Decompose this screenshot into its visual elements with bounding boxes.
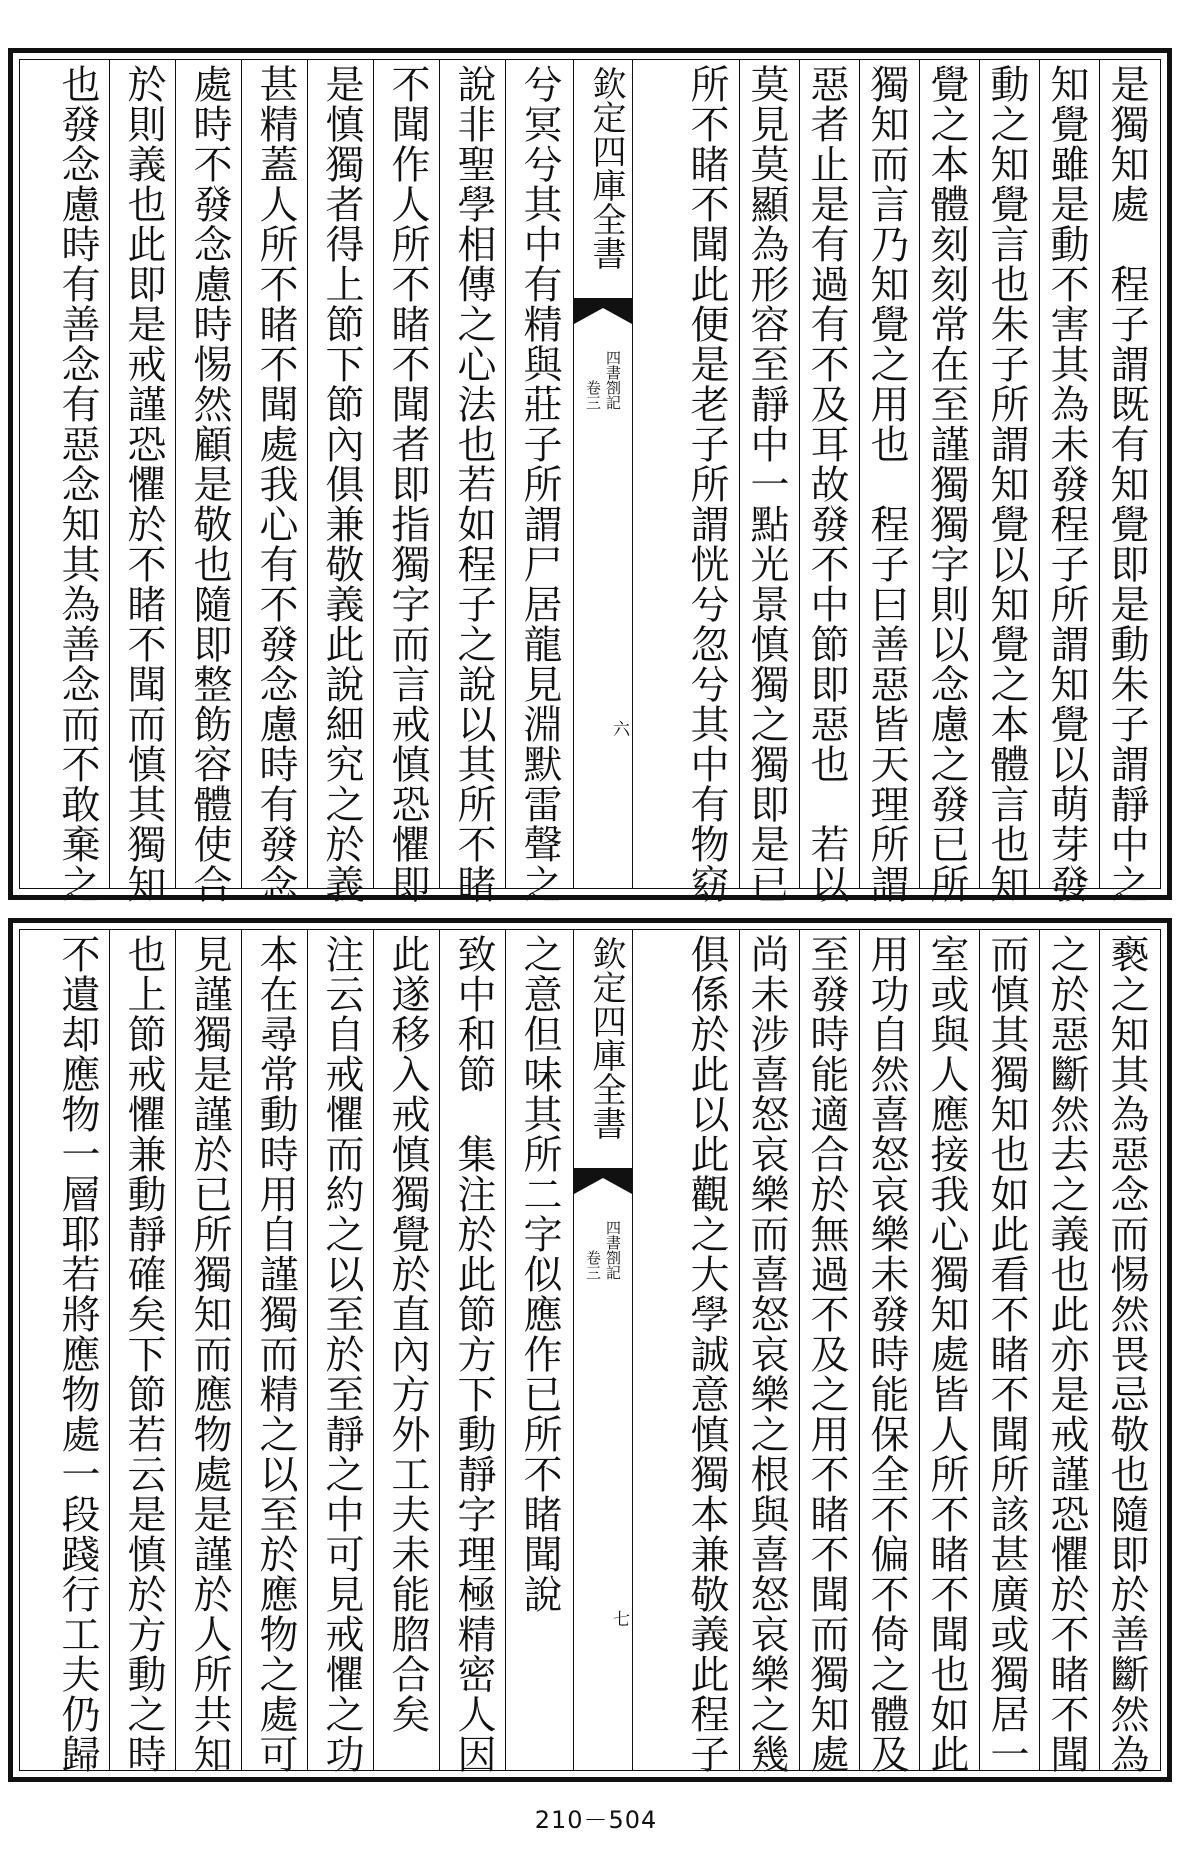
column-rule: [1039, 60, 1040, 888]
fishtail-mark: [574, 298, 632, 324]
book-title: 四書劄記: [604, 350, 622, 410]
page-number: 六: [609, 720, 629, 737]
center-fold: [573, 930, 633, 1770]
text-column: 是慎獨者得上節下節內俱兼敬義此說細究之於義: [319, 64, 364, 904]
page-frame: [19, 59, 1161, 904]
library-title: 欽定四庫全書: [586, 66, 626, 270]
column-rule: [859, 60, 860, 888]
text-column: 室或與人應接我心獨知處皆人所不睹不聞也如此: [924, 934, 969, 1774]
column-rule: [241, 60, 242, 888]
column-rule: [109, 930, 110, 1770]
column-rule: [439, 930, 440, 1770]
column-rule: [505, 930, 506, 1770]
column-rule: [307, 60, 308, 888]
text-column: 注云自戒懼而約之以至於至靜之中可見戒懼之功: [319, 934, 364, 1774]
text-column: 之於惡斷然去之義也此亦是戒謹恐懼於不睹不聞: [1044, 934, 1089, 1774]
text-column: 而慎其獨知也如此看不睹不聞所該甚廣或獨居一: [984, 934, 1029, 1774]
page-number: 七: [609, 1610, 629, 1627]
column-rule: [739, 930, 740, 1770]
library-title: 欽定四庫全書: [586, 936, 626, 1140]
text-column: 此遂移入戒慎獨覺於直內方外工夫未能脗合矣: [385, 934, 430, 1734]
column-rule: [175, 930, 176, 1770]
column-rule: [1039, 930, 1040, 1770]
text-column: 之意但味其所二字似應作已所不睹聞說: [517, 934, 562, 1614]
text-column: 說非聖學相傳之心法也若如程子之說以其所不睹: [451, 64, 496, 904]
page-bottom: [8, 918, 1172, 1782]
text-column: 覺之本體刻刻常在至謹獨獨字則以念慮之發已所: [924, 64, 969, 904]
column-rule: [919, 930, 920, 1770]
text-column: 不聞作人所不睹不聞者即指獨字而言戒慎恐懼即: [385, 64, 430, 904]
text-column: 褻之知其為惡念而惕然畏忌敬也隨即於善斷然為: [1104, 934, 1149, 1774]
text-column: 俱係於此以此觀之大學誠意慎獨本兼敬義此程子: [684, 934, 729, 1774]
text-column: 兮冥兮其中有精與莊子所謂尸居龍見淵默雷聲之: [517, 64, 562, 904]
text-column: 甚精蓋人所不睹不聞處我心有不發念慮時有發念: [253, 64, 298, 904]
text-column: 尚未涉喜怒哀樂而喜怒哀樂之根與喜怒哀樂之幾: [744, 934, 789, 1774]
column-rule: [373, 930, 374, 1770]
column-rule: [739, 60, 740, 888]
text-column: 也發念慮時有善念有惡念知其為善念而不敢棄之: [55, 64, 100, 904]
column-rule: [373, 60, 374, 888]
book-title: 四書劄記: [604, 1220, 622, 1280]
fishtail-mark: [574, 1168, 632, 1194]
center-fold: [573, 60, 633, 888]
text-column: 不遺却應物一層耶若將應物處一段踐行工夫仍歸: [55, 934, 100, 1774]
text-column: 惡者止是有過有不及耳故發不中節即惡也 若以: [804, 64, 849, 904]
column-rule: [859, 930, 860, 1770]
text-column: 本在尋常動時用自謹獨而精之以至於應物之處可: [253, 934, 298, 1774]
text-column: 於則義也此即是戒謹恐懼於不睹不聞而慎其獨知: [121, 64, 166, 904]
column-rule: [979, 930, 980, 1770]
volume-label: 卷三: [584, 380, 602, 410]
column-rule: [919, 60, 920, 888]
text-column: 莫見莫顯為形容至靜中一點光景慎獨之獨即是已: [744, 64, 789, 904]
column-rule: [175, 60, 176, 888]
text-column: 知覺雖是動不害其為未發程子所謂知覺以萌芽發: [1044, 64, 1089, 904]
column-rule: [439, 60, 440, 888]
text-column: 也上節戒懼兼動靜確矣下節若云是慎於方動之時: [121, 934, 166, 1774]
page-top: [8, 48, 1172, 904]
text-column: 是獨知處 程子謂既有知覺即是動朱子謂靜中之: [1104, 64, 1149, 904]
page-frame: [19, 929, 1161, 1774]
text-column: 見謹獨是謹於已所獨知而應物處是謹於人所共知: [187, 934, 232, 1774]
text-column: 所不睹不聞此便是老子所謂恍兮忽兮其中有物窈: [684, 64, 729, 904]
text-column: 動之知覺言也朱子所謂知覺以知覺之本體言也知: [984, 64, 1029, 904]
column-rule: [799, 60, 800, 888]
volume-label: 卷三: [584, 1250, 602, 1280]
column-rule: [241, 930, 242, 1770]
column-rule: [505, 60, 506, 888]
text-column: 至發時能適合於無過不及之用不睹不聞而獨知處: [804, 934, 849, 1774]
text-column: 獨知而言乃知覺之用也 程子曰善惡皆天理所謂: [864, 64, 909, 904]
column-rule: [109, 60, 110, 888]
text-column: 致中和節 集注於此節方下動靜字理極精密人因: [451, 934, 496, 1774]
column-rule: [979, 60, 980, 888]
column-rule: [307, 930, 308, 1770]
text-column: 處時不發念慮時惕然顧是敬也隨即整飭容體使合: [187, 64, 232, 904]
column-rule: [1099, 930, 1100, 1770]
page-footer-number: 210－504: [534, 1806, 658, 1834]
text-column: 用功自然喜怒哀樂未發時能保全不偏不倚之體及: [864, 934, 909, 1774]
column-rule: [1099, 60, 1100, 888]
column-rule: [799, 930, 800, 1770]
